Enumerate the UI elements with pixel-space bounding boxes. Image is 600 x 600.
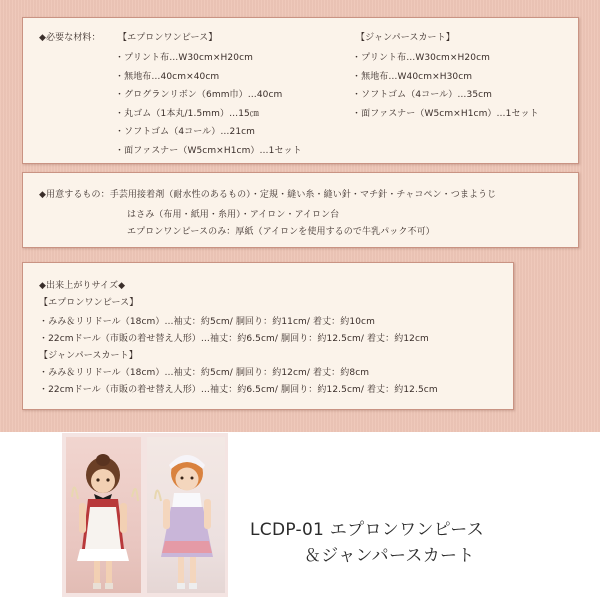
list-item: ・プリント布…W30cm×H20cm	[115, 53, 253, 63]
doll-photo-apron-dress	[66, 437, 141, 593]
size-row: ・みみ＆リリドール（18cm）…袖丈：約5cm/ 胴回り：約11cm/ 着丈：約10cm	[39, 317, 375, 327]
list-item: ・ソフトゴム（4コール）…35cm	[352, 90, 493, 100]
tools-line: はさみ（布用・紙用・糸用）・アイロン・アイロン台	[127, 210, 340, 220]
list-item: ・無地布…W40cm×H30cm	[352, 72, 473, 82]
tools-panel	[22, 172, 579, 248]
tools-line: ◆用意するもの：手芸用接着剤（耐水性のあるもの）・定規・縫い糸・縫い針・マチ針・チャコペン・つまようじ	[39, 190, 497, 200]
list-item: ・グログランリボン（6mm巾）…40cm	[115, 90, 283, 100]
size-row: ・みみ＆リリドール（18cm）…袖丈：約5cm/ 胴回り：約12cm/ 着丈：約8cm	[39, 368, 370, 378]
size-row: ・22cmドール（市販の着せ替え人形）…袖丈：約6.5cm/ 胴回り：約12.5cm/ 着丈：約12.5cm	[39, 385, 438, 395]
tools-line: エプロンワンピースのみ：厚紙（アイロンを使用するので牛乳パック不可）	[127, 227, 435, 237]
jumper-sizes-title: 【ジャンパースカート】	[39, 351, 138, 361]
sizes-heading: ◆出来上がりサイズ◆	[39, 281, 126, 291]
doll-photo-jumper-skirt	[147, 437, 225, 593]
list-item: ・無地布…40cm×40cm	[115, 72, 220, 82]
list-item: ・ソフトゴム（4コール）…21cm	[115, 127, 256, 137]
product-subtitle: ＆ジャンパースカート	[304, 546, 475, 566]
materials-heading: ◆必要な材料：	[39, 33, 101, 43]
product-title: LCDP-01 エプロンワンピース	[250, 520, 485, 540]
size-row: ・22cmドール（市販の着せ替え人形）…袖丈：約6.5cm/ 胴回り：約12.5cm/ 着丈：約12cm	[39, 334, 429, 344]
list-item: ・丸ゴム（1本丸/1.5mm）…15㎝	[115, 109, 259, 119]
list-item: ・面ファスナー（W5cm×H1cm）…1セット	[115, 146, 302, 156]
jumper-materials-title: 【ジャンパースカート】	[356, 33, 455, 43]
sizes-panel	[22, 262, 514, 410]
apron-materials-title: 【エプロンワンピース】	[118, 33, 218, 43]
list-item: ・面ファスナー（W5cm×H1cm）…1セット	[352, 109, 539, 119]
list-item: ・プリント布…W30cm×H20cm	[352, 53, 490, 63]
materials-panel	[22, 17, 579, 164]
product-photos	[62, 433, 228, 597]
apron-sizes-title: 【エプロンワンピース】	[39, 298, 139, 308]
